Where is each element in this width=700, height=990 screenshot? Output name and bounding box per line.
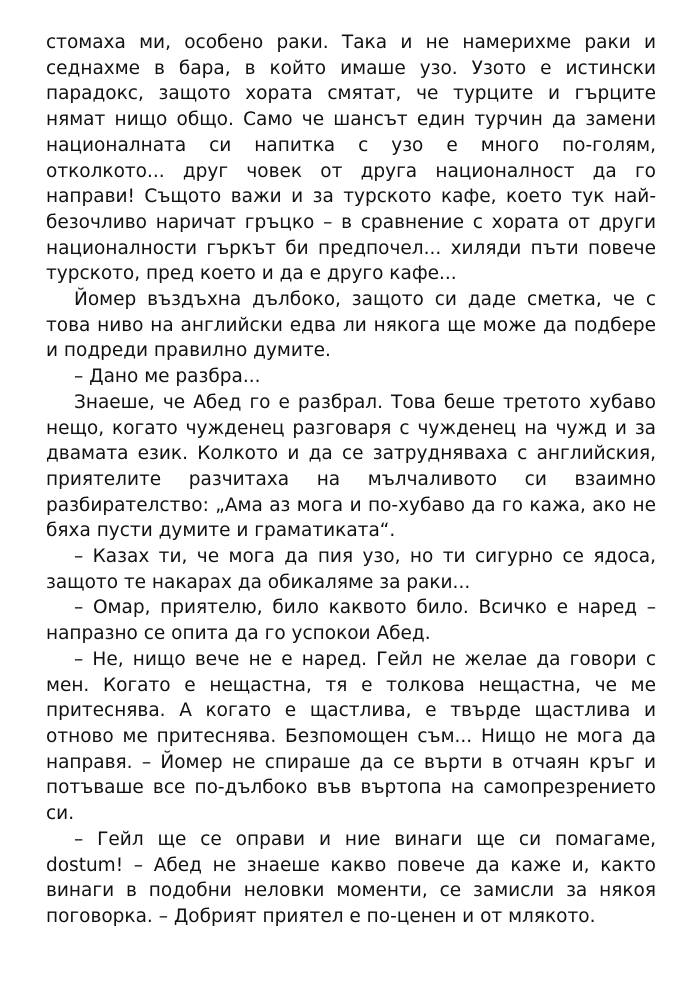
paragraph-dialogue: – Гейл ще се оправи и ние винаги ще си помагаме, dostum! – Абед не знаеше какво повече да каже и, както винаги в подобни неловки моменти, се замисли за някоя поговорка. – Добрият приятел е по-ценен и от млякото.	[46, 828, 656, 927]
paragraph-narration: Знаеше, че Абед го е разбрал. Това беше третото хубаво нещо, когато чужденец разговаря с чужденец на чужд и за двамата език. Колкото и да се затрудняваха с английския, приятелите разчитаха на мълчаливото си взаимно разбирателство: „Ама аз мога и по-хубаво да го кажа, ако не бяха пусти думите и граматиката“.	[46, 391, 656, 542]
paragraph-dialogue: – Казах ти, че мога да пия узо, но ти сигурно се ядоса, защото те накарах да обикаляме за раки...	[46, 546, 656, 593]
paragraph-continued: стомаха ми, особено раки. Така и не намерихме раки и седнахме в бара, в който имаше узо. Узото е истински парадокс, защото хората смятат, че турците и гърците нямат нищо общо. Само че шансът един турчин да замени националната си напитка с узо е много по-голям, отколкото... друг човек от друга националност да го направи! Същото важи и за турското кафе, което тук най-безочливо наричат гръцко – в сравнение с хората от други националности гъркът би предпочел... хиляди пъти повече турското, пред което и да е друго кафе...	[46, 32, 656, 285]
paragraph-dialogue: – Не, нищо вече не е наред. Гейл не желае да говори с мен. Когато е нещастна, тя е толкова нещастна, че ме притеснява. А когато е щастлива, е твърде щастлива и отново ме притеснява. Безпомощен съм... Нищо не мога да направя. – Йомер не спираше да се върти в отчаян кръг и потъваше все по-дълбоко във въртопа на самопрезрението си.	[46, 648, 656, 825]
book-page	[46, 30, 656, 930]
paragraph-dialogue: – Дано ме разбра...	[74, 366, 261, 388]
paragraph-narration: Йомер въздъхна дълбоко, защото си даде сметка, че с това ниво на английски едва ли някога ще може да подбере и подреди правилно думите.	[46, 289, 656, 362]
paragraph-dialogue: – Омар, приятелю, било каквото било. Всичко е наред – напразно се опита да го успокои Абед.	[46, 597, 656, 645]
